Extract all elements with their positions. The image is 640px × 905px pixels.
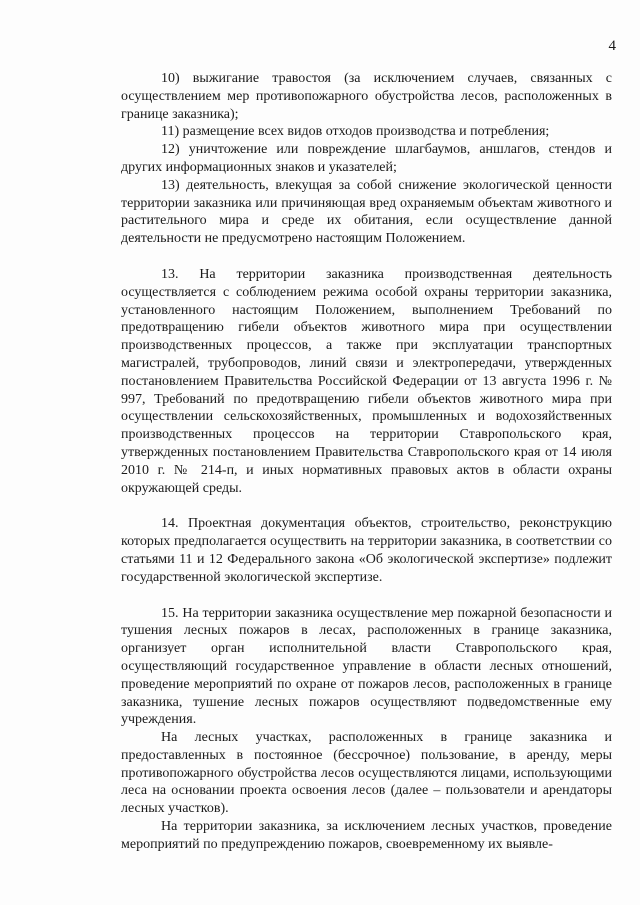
section-spacer xyxy=(121,497,612,515)
section-13-paragraph: 13. На территории заказника производственная деятельность осуществляется с соблюдением режима особой охраны территории заказника, установленного настоящим Положением, выполнением Требований по предотвращению гибели объектов животного мира при осуществлении производственных процессов, а также при эксплуатации транспортных магистралей, трубопроводов, линий связи и электропередачи, утвержденных постановлением Правительства Российской Федерации от 13 августа 1996 г. № 997, Требований по предотвращению гибели объектов животного мира при осуществлении сельскохозяйственных, промышленных и водохозяйственных производственных процессов на территории Ставропольского края, утвержденных постановлением Правительства Ставропольского края от 14 июля 2010 г. № 214-п, и иных нормативных правовых актов в области охраны окружающей среды. xyxy=(121,266,612,496)
list-item-12: 12) уничтожение или повреждение шлагбаумов, аншлагов, стендов и других информационных знаков и указателей; xyxy=(121,142,612,175)
list-item-13: 13) деятельность, влекущая за собой снижение экологической ценности территории заказника или причиняющая вред охраняемым объектам животного и растительного мира и среде их обитания, если осуществление данной деятельности не предусмотрено настоящим Положением. xyxy=(121,177,612,247)
section-15-paragraph-3: На территории заказника, за исключением лесных участков, проведение мероприятий по предупреждению пожаров, своевременному их выявле- xyxy=(121,819,612,852)
section-14-paragraph: 14. Проектная документация объектов, строительство, реконструкцию которых предполагается осуществить на территории заказника, в соответствии со статьями 11 и 12 Федерального закона «Об экологической экспертизе» подлежит государственной экологической экспертизе. xyxy=(121,516,612,585)
list-item-11: 11) размещение всех видов отходов производства и потребления; xyxy=(161,124,550,140)
section-spacer xyxy=(121,248,612,266)
section-15-paragraph-1: 15. На территории заказника осуществление мер пожарной безопасности и тушения лесных пожаров в лесах, расположенных в границе заказника, организует орган исполнительной власти Ставропольского края, осуществляющий государственное управление в области лесных отношений, проведение мероприятий по охране от пожаров лесов, расположенных в границе заказника, тушение лесных пожаров осуществляют подведомственные ему учреждения. xyxy=(121,605,612,728)
page-number: 4 xyxy=(608,38,616,54)
list-item-10: 10) выжигание травостоя (за исключением случаев, связанных с осуществлением мер противопожарного обустройства лесов, расположенных в границе заказника); xyxy=(121,71,612,122)
section-15-paragraph-2: На лесных участках, расположенных в границе заказника и предоставленных в постоянное (бессрочное) пользование, в аренду, меры противопожарного обустройства лесов осуществляются лицами, использующими леса на основании проекта освоения лесов (далее – пользователи и арендаторы лесных участков). xyxy=(121,730,612,817)
document-body xyxy=(121,70,612,854)
section-spacer xyxy=(121,587,612,605)
